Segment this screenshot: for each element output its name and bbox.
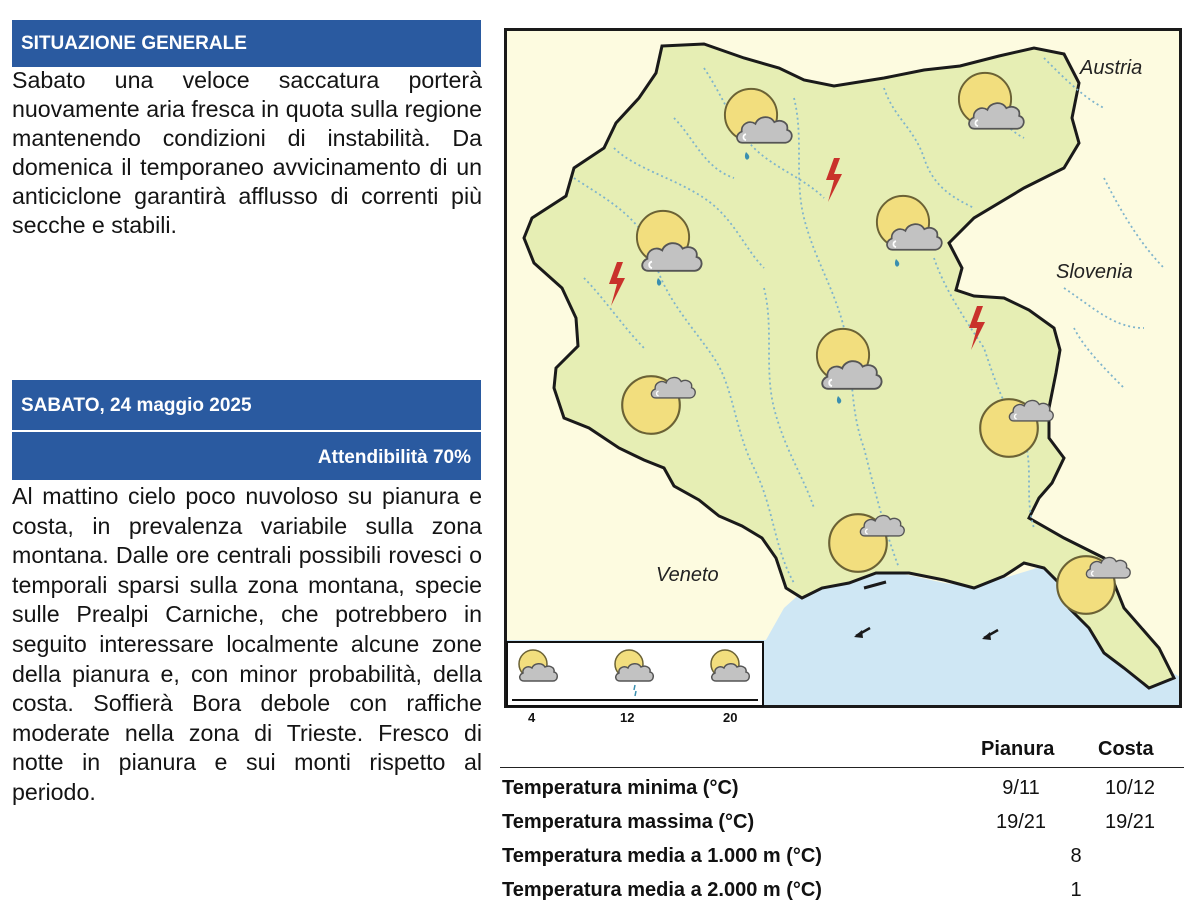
row-value-pianura: 9/11: [1002, 777, 1040, 799]
table-row: [500, 876, 1184, 908]
legend-time-20: 20: [723, 710, 738, 725]
column-header-pianura: Pianura: [981, 738, 1055, 760]
time-legend: [506, 641, 764, 725]
label-veneto: Veneto: [656, 564, 719, 586]
day-forecast-text: Al mattino cielo poco nuvoloso su pianura e costa, in prevalenza variabile sulla zona montana. Dalle ore centrali possibili rovesci o temporali sparsi sulla zona montana, specie sulle Prealpi Carniche, che potrebbero in seguito interessare localmente alcune zone della pianura e, con minor probabilità, della costa. Soffierà Bora debole con raffiche moderate nella zona di Trieste. Fresco di notte in pianura e sui monti rispetto al periodo.: [12, 483, 482, 805]
row-value: 8: [1070, 845, 1082, 867]
table-row: [500, 842, 1184, 874]
section-header-day: SABATO, 24 maggio 2025: [12, 380, 481, 430]
table-header-line: [500, 767, 1184, 768]
row-value-costa: 19/21: [1104, 811, 1156, 833]
row-label: Temperatura massima (°C): [502, 811, 755, 833]
legend-time-4: 4: [528, 710, 536, 725]
legend-sun-cloud-drizzle-icon: [615, 650, 653, 696]
section-header-situazione: SITUAZIONE GENERALE: [12, 20, 481, 67]
reliability-label: Attendibilità 70%: [12, 432, 481, 480]
column-header-costa: Costa: [1098, 738, 1154, 760]
label-slovenia: Slovenia: [1056, 261, 1133, 283]
row-value-pianura: 19/21: [995, 811, 1047, 833]
table-row: [500, 774, 1184, 806]
forecast-map: [504, 28, 1182, 708]
row-value: 1: [1070, 879, 1082, 901]
legend-sun-cloud-icon: [711, 650, 749, 681]
map-svg: [504, 28, 1182, 708]
row-label: Temperatura media a 2.000 m (°C): [502, 879, 822, 901]
row-label: Temperatura media a 1.000 m (°C): [502, 845, 822, 867]
legend-sun-cloud-icon: [519, 650, 557, 681]
situazione-text: Sabato una veloce saccatura porterà nuovamente aria fresca in quota sulla regione mantenendo condizioni di instabilità. Da domenica il temporaneo avvicinamento di un anticiclone garantirà afflusso di correnti più secche e stabili.: [12, 67, 482, 238]
legend-timeline: [512, 699, 758, 701]
table-row: [500, 808, 1184, 840]
legend-time-12: 12: [620, 710, 635, 725]
label-austria: Austria: [1080, 57, 1143, 79]
row-value-costa: 10/12: [1104, 777, 1156, 799]
legend-svg: [508, 643, 762, 705]
row-label: Temperatura minima (°C): [502, 777, 739, 799]
